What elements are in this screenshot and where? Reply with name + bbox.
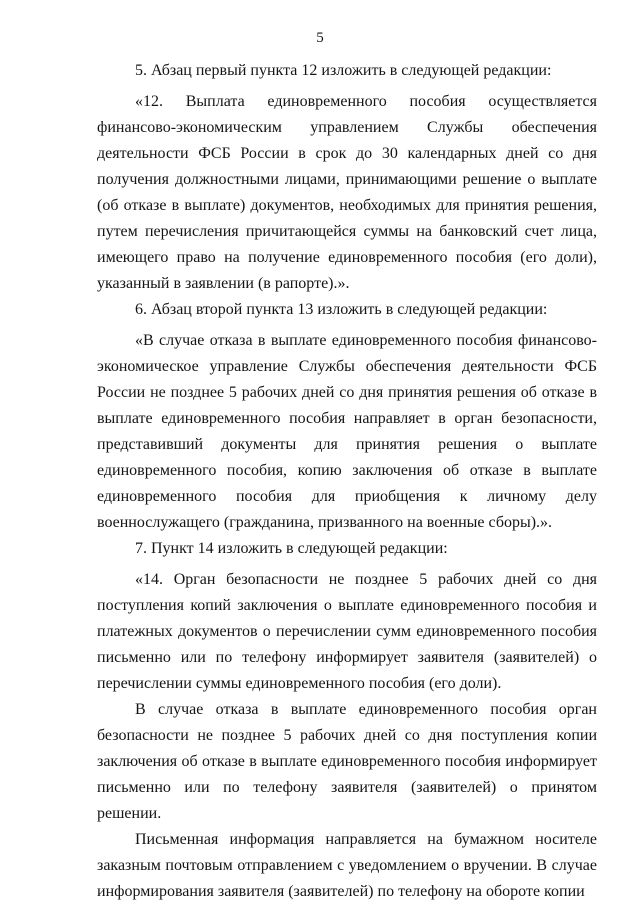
paragraph-13-text: «В случае отказа в выплате единовременного пособия финансово-экономическое управление Службы обеспечения деятельности ФСБ России не позднее 5 рабочих дней со дня принятия решения об отказе в выплате единовременного пособия направляет в орган безопасности, представивший документы для принятия решения о выплате единовременного пособия, копию заключения об отказе в выплате единовременного пособия для приобщения к личному делу военнослужащего (гражданина, призванного на военные сборы).». <box>97 332 597 531</box>
paragraph-5: 5. Абзац первый пункта 12 изложить в следующей редакции: <box>135 62 552 79</box>
document-body <box>97 58 597 905</box>
paragraph-refusal: В случае отказа в выплате единовременного пособия орган безопасности не позднее 5 рабочих дней со дня поступления копии заключения об отказе в выплате единовременного пособия информирует письменно или по телефону заявителя (заявителей) о принятом решении. <box>97 701 597 822</box>
paragraph-12-text: «12. Выплата единовременного пособия осуществляется финансово-экономическим управлением Службы обеспечения деятельности ФСБ России в срок до 30 календарных дней со дня получения должностными лицами, принимающими решение о выплате (об отказе в выплате) документов, необходимых для принятия решения, путем перечисления причитающейся суммы на банковский счет лица, имеющего право на получение единовременного пособия (его доли), указанный в заявлении (в рапорте).». <box>97 93 597 292</box>
paragraph-written-info: Письменная информация направляется на бумажном носителе заказным почтовым отправлением с уведомлением о вручении. В случае информирования заявителя (заявителей) по телефону на обороте копии <box>97 831 597 900</box>
page-number: 5 <box>316 30 324 46</box>
paragraph-6: 6. Абзац второй пункта 13 изложить в следующей редакции: <box>135 301 548 318</box>
paragraph-7: 7. Пункт 14 изложить в следующей редакции: <box>135 540 448 557</box>
paragraph-14-text: «14. Орган безопасности не позднее 5 рабочих дней со дня поступления копий заключения о выплате единовременного пособия и платежных документов о перечислении сумм единовременного пособия письменно или по телефону информирует заявителя (заявителей) о перечислении суммы единовременного пособия (его доли). <box>97 571 597 692</box>
